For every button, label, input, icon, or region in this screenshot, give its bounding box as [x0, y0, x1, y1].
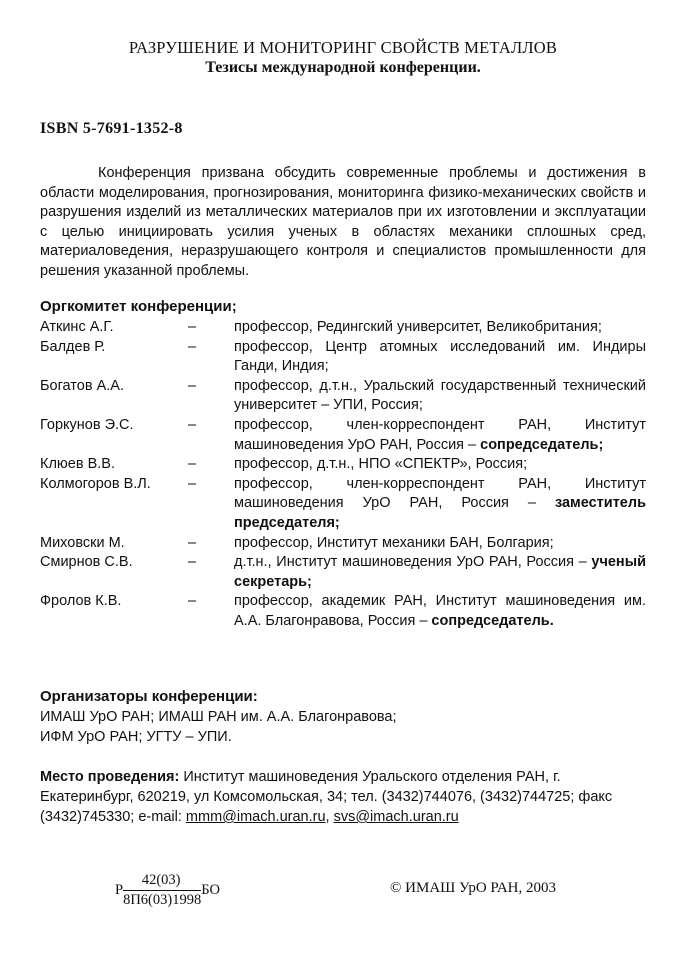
organizers-line: ИФМ УрО РАН; УГТУ – УПИ. [40, 729, 232, 745]
member-role-text: профессор, д.т.н., НПО «СПЕКТР», Россия; [234, 456, 528, 473]
member-role [234, 592, 646, 631]
committee-member [40, 416, 646, 455]
venue-section [40, 767, 646, 827]
classification-code [115, 872, 220, 909]
member-dash: – [188, 475, 197, 492]
document-title: РАЗРУШЕНИЕ И МОНИТОРИНГ СВОЙСТВ МЕТАЛЛОВ [128, 38, 558, 57]
document-subtitle: Тезисы международной конференции. [205, 59, 481, 76]
code-fraction [123, 872, 201, 909]
member-name: Горкунов Э.С. [40, 416, 134, 433]
abstract-paragraph: Конференция призвана обсудить современные проблемы и достижения в области моделирования, прогнозирования, мониторинга физико-механических свойств и разрушения изделий из металлических материалов при их изготовлении и эксплуатации с целью инициировать усилия ученых в областях механики сплошных сред, материаловедения, неразрушающего контроля и специалистов промышленности для решения указанной проблемы. [40, 165, 646, 279]
member-role-text: профессор, Центр атомных исследований им. Индиры Ганди, Индия; [234, 338, 646, 375]
member-dash: – [188, 319, 197, 335]
email-link[interactable]: mmm@imach.uran.ru [185, 809, 326, 825]
venue-label: Место проведения: [40, 769, 180, 785]
code-suffix: БО [201, 881, 220, 898]
code-numerator: 42(03) [123, 872, 201, 891]
committee-member [40, 553, 646, 592]
member-dash: – [188, 534, 197, 551]
member-role-text: профессор, член-корреспондент РАН, Институт машиноведения УрО РАН, Россия – [234, 416, 646, 453]
code-prefix: Р [115, 881, 124, 898]
member-dash: – [188, 338, 197, 355]
member-role [234, 377, 646, 416]
organizers-heading: Организаторы конференции: [40, 688, 258, 705]
member-role [234, 338, 646, 377]
venue-address: Институт машиноведения Уральского отделения РАН, г. Екатеринбург, 620219, ул Комсомольская, 34; тел. (3432)744076, (3432)744725; факс (3432)745330; e-mail: [40, 769, 613, 825]
member-dash: – [188, 377, 197, 394]
member-dash: – [188, 416, 197, 433]
committee-member [40, 534, 646, 554]
member-dash: – [188, 554, 197, 571]
organizers-section [40, 687, 397, 747]
member-name: Колмогоров В.Л. [40, 475, 151, 492]
member-role-emphasis: ученый секретарь; [234, 554, 646, 590]
copyright: © ИМАШ УрО РАН, 2003 [390, 880, 557, 896]
member-role [234, 455, 646, 475]
member-role [234, 416, 646, 455]
committee-list [40, 318, 646, 632]
member-role-emphasis: заместитель председателя; [234, 495, 646, 531]
committee-member [40, 455, 646, 475]
member-role-text: профессор, член-корреспондент РАН, Институт машиноведения УрО РАН, Россия – [234, 475, 646, 512]
member-name: Смирнов С.В. [40, 554, 133, 571]
member-role-text: профессор, Редингский университет, Великобритания; [234, 319, 602, 335]
member-role-text: профессор, Институт механики БАН, Болгария; [234, 534, 554, 551]
title-block [0, 38, 686, 78]
member-role-text: профессор, д.т.н., Уральский государственный технический университет – УПИ, Россия; [234, 377, 646, 414]
committee-member [40, 592, 646, 631]
member-role-emphasis: сопредседатель. [431, 612, 554, 629]
committee-member [40, 338, 646, 377]
committee-member [40, 377, 646, 416]
committee-member [40, 318, 646, 338]
member-role [234, 318, 646, 338]
committee-heading: Оргкомитет конференции; [40, 298, 237, 315]
member-dash: – [188, 593, 197, 610]
member-role-text: д.т.н., Институт машиноведения УрО РАН, Россия – [234, 554, 592, 571]
member-dash: – [188, 456, 197, 473]
member-role-emphasis: сопредседатель; [480, 436, 604, 453]
member-role [234, 475, 646, 534]
member-role [234, 553, 646, 592]
member-role-text: профессор, академик РАН, Институт машиноведения им. А.А. Благонравова, Россия – [234, 593, 646, 629]
code-denominator: 8П6(03)1998 [123, 892, 202, 908]
committee-member [40, 475, 646, 534]
member-name: Фролов К.В. [40, 593, 122, 610]
member-name: Миховски М. [40, 534, 125, 551]
email-link[interactable]: svs@imach.uran.ru [333, 809, 459, 825]
isbn: ISBN 5-7691-1352-8 [40, 120, 183, 137]
member-name: Аткинс А.Г. [40, 319, 114, 335]
member-name: Богатов А.А. [40, 377, 124, 394]
member-role [234, 534, 646, 554]
member-name: Клюев В.В. [40, 456, 115, 473]
email-separator: , [325, 809, 330, 825]
member-name: Балдев Р. [40, 338, 106, 355]
organizers-line: ИМАШ УрО РАН; ИМАШ РАН им. А.А. Благонравова; [40, 709, 397, 725]
